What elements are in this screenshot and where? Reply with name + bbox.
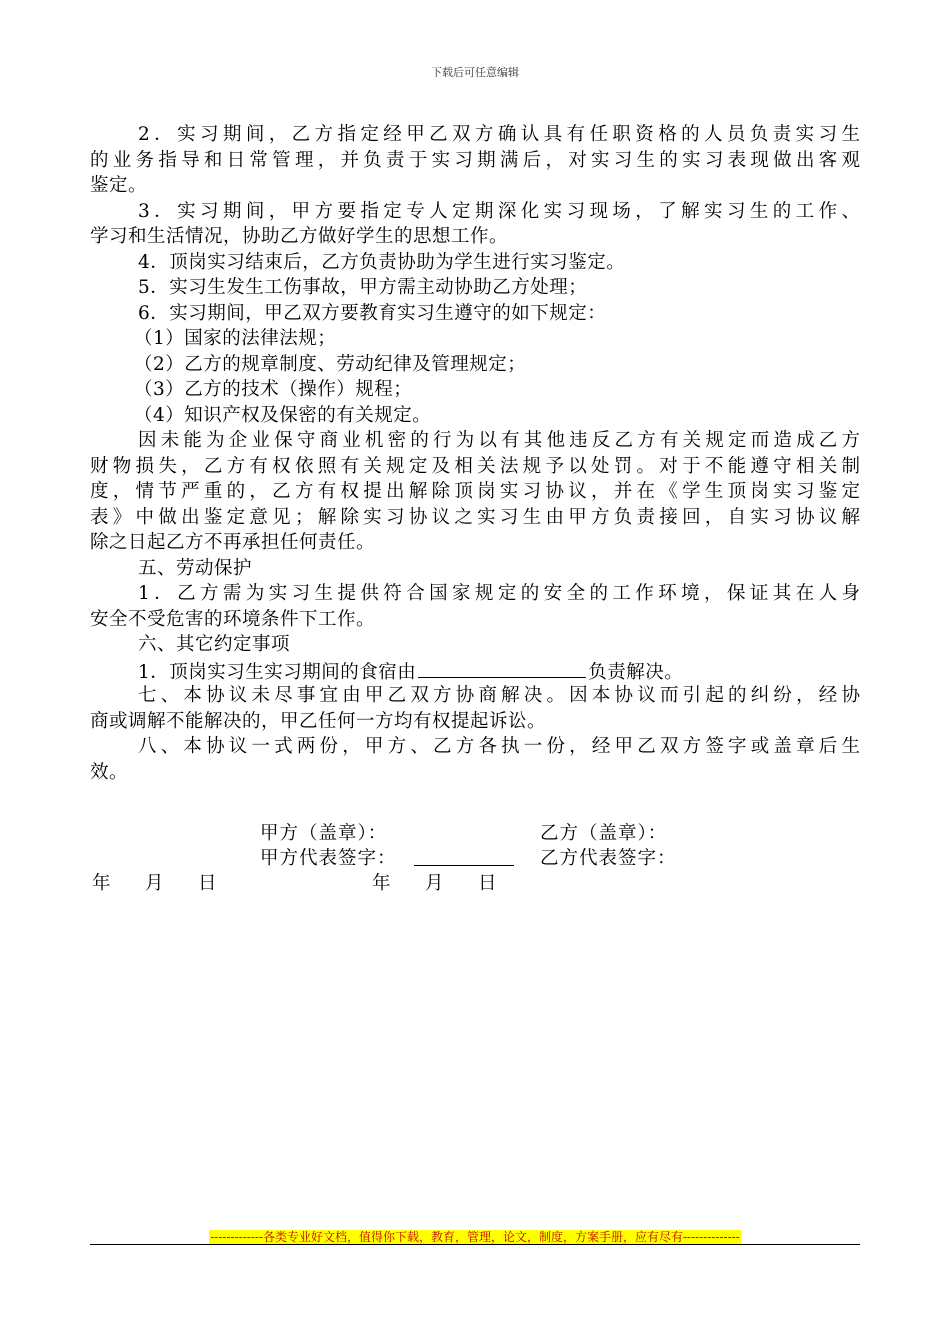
paragraph-line: 鉴定。 (90, 175, 148, 196)
party-b-seal-label: 乙方（盖章）： (540, 823, 668, 844)
paragraph-line: 商或调解不能解决的，甲乙任何一方均有权提起诉讼。 (90, 710, 547, 732)
party-a-seal-label: 甲方（盖章）： (260, 823, 388, 844)
footer-divider (90, 1244, 860, 1245)
list-item: （2）乙方的规章制度、劳动纪律及管理规定； (134, 353, 527, 375)
meal-blank-field[interactable] (418, 658, 586, 678)
paragraph-line: 安全不受危害的环境条件下工作。 (90, 608, 376, 630)
list-item: （4）知识产权及保密的有关规定。 (134, 404, 432, 426)
footer-banner (0, 1226, 950, 1245)
paragraph-line: 度，情节严重的，乙方有权提出解除顶岗实习协议，并在《学生顶岗实习鉴定 (90, 481, 860, 502)
paragraph-line: 的业务指导和日常管理，并负责于实习期满后，对实习生的实习表现做出客观 (90, 149, 860, 171)
paragraph-line: 1．乙方需为实习生提供符合国家规定的安全的工作环境，保证其在人身 (138, 583, 860, 604)
party-a-signature-field[interactable] (414, 865, 514, 866)
section-heading: 五、劳动保护 (138, 557, 253, 579)
meal-prefix: 1．顶岗实习生实习期间的食宿由 (138, 661, 417, 683)
paragraph-line: 3．实习期间，甲方要指定专人定期深化实习现场，了解实习生的工作、 (138, 200, 860, 222)
date-b: 年 月 日 (372, 873, 505, 894)
paragraph-line: 学习和生活情况，协助乙方做好学生的思想工作。 (90, 226, 509, 247)
date-a: 年 月 日 (92, 873, 225, 894)
paragraph-line: 2．实习期间，乙方指定经甲乙双方确认具有任职资格的人员负责实习生 (138, 124, 860, 145)
document-body (90, 122, 860, 785)
list-item: （3）乙方的技术（操作）规程； (134, 379, 413, 400)
party-a-rep-label: 甲方代表签字： (260, 848, 397, 869)
page-header: 下载后可任意编辑 (431, 66, 519, 79)
paragraph-line: 财物损失，乙方有权依照有关规定及相关法规予以处罚。对于不能遵守相关制 (90, 455, 860, 477)
footer-text: -------------各类专业好文档，值得你下载，教育，管理，论文，制度，方案手册，应有尽有-------------- (210, 1230, 740, 1244)
list-item: （1）国家的法律法规； (134, 328, 337, 349)
paragraph-line: 七、本协议未尽事宜由甲乙双方协商解决。因本协议而引起的纠纷，经协 (138, 685, 860, 706)
paragraph-line: 5．实习生发生工伤事故，甲方需主动协助乙方处理； (138, 277, 588, 298)
paragraph-line: 效。 (90, 761, 129, 783)
paragraph-line: 表》中做出鉴定意见；解除实习协议之实习生由甲方负责接回，自实习协议解 (90, 506, 860, 528)
paragraph-line: 4．顶岗实习结束后，乙方负责协助为学生进行实习鉴定。 (138, 251, 626, 273)
paragraph-line: 6．实习期间，甲乙双方要教育实习生遵守的如下规定： (138, 302, 607, 324)
section-heading: 六、其它约定事项 (138, 634, 291, 655)
party-b-rep-label: 乙方代表签字： (540, 848, 677, 869)
paragraph-line: 八、本协议一式两份，甲方、乙方各执一份，经甲乙双方签字或盖章后生 (138, 736, 860, 757)
meal-line (90, 658, 860, 684)
meal-suffix: 负责解决。 (588, 661, 684, 683)
paragraph-line: 除之日起乙方不再承担任何责任。 (90, 532, 376, 553)
paragraph-line: 因未能为企业保守商业机密的行为以有其他违反乙方有关规定而造成乙方 (138, 430, 860, 451)
